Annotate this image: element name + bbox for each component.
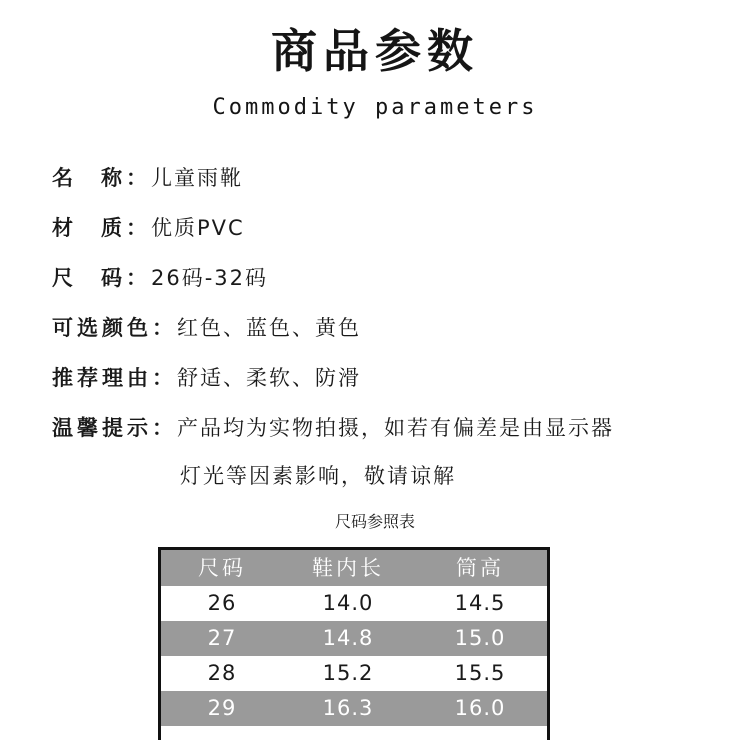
param-tip-row bbox=[52, 412, 614, 444]
table-cell: 27 bbox=[207, 626, 237, 650]
param-value: 舒适、柔软、防滑 bbox=[177, 366, 361, 390]
table-cell: 29 bbox=[207, 696, 237, 720]
tip-continuation: 灯光等因素影响，敬请谅解 bbox=[180, 464, 456, 488]
table-cell: 14.0 bbox=[322, 591, 374, 615]
table-cell: 14.5 bbox=[454, 591, 506, 615]
param-value: 优质PVC bbox=[151, 216, 245, 240]
table-row bbox=[161, 656, 547, 691]
table-cell: 16.0 bbox=[454, 696, 506, 720]
param-label-suffix: 称： bbox=[101, 166, 151, 190]
column-header: 筒高 bbox=[456, 556, 504, 580]
table-cell: 15.2 bbox=[322, 661, 374, 685]
param-colors-row bbox=[52, 312, 361, 344]
table-cell: 28 bbox=[207, 661, 237, 685]
table-cell: 15.5 bbox=[454, 661, 506, 685]
page-subtitle: Commodity parameters bbox=[212, 95, 538, 120]
size-table-caption: 尺码参照表 bbox=[334, 512, 415, 531]
size-table bbox=[158, 547, 550, 740]
table-cell: 16.3 bbox=[322, 696, 374, 720]
param-label: 可选颜色： bbox=[52, 316, 177, 340]
param-label: 材 bbox=[52, 216, 77, 240]
column-header: 鞋内长 bbox=[312, 556, 384, 580]
param-size-row bbox=[52, 262, 268, 294]
param-reason-row bbox=[52, 362, 361, 394]
table-header-row bbox=[161, 550, 547, 586]
table-row bbox=[161, 621, 547, 656]
table-cell: 15.0 bbox=[454, 626, 506, 650]
page-title: 商品参数 bbox=[271, 24, 479, 78]
param-label: 尺 bbox=[52, 266, 77, 290]
table-cell: 14.8 bbox=[322, 626, 374, 650]
param-name-row bbox=[52, 162, 243, 194]
param-value: 儿童雨靴 bbox=[151, 166, 243, 190]
param-label: 推荐理由： bbox=[52, 366, 177, 390]
param-label: 名 bbox=[52, 166, 77, 190]
param-material-row bbox=[52, 212, 245, 244]
column-header: 尺码 bbox=[198, 556, 246, 580]
param-label-suffix: 码： bbox=[101, 266, 151, 290]
param-label-suffix: 质： bbox=[101, 216, 151, 240]
param-value: 产品均为实物拍摄，如若有偏差是由显示器 bbox=[177, 416, 614, 440]
table-cell: 26 bbox=[207, 591, 237, 615]
param-value: 红色、蓝色、黄色 bbox=[177, 316, 361, 340]
param-value: 26码-32码 bbox=[151, 266, 269, 290]
param-label: 温馨提示： bbox=[52, 416, 177, 440]
table-row bbox=[161, 586, 547, 621]
table-row bbox=[161, 691, 547, 726]
